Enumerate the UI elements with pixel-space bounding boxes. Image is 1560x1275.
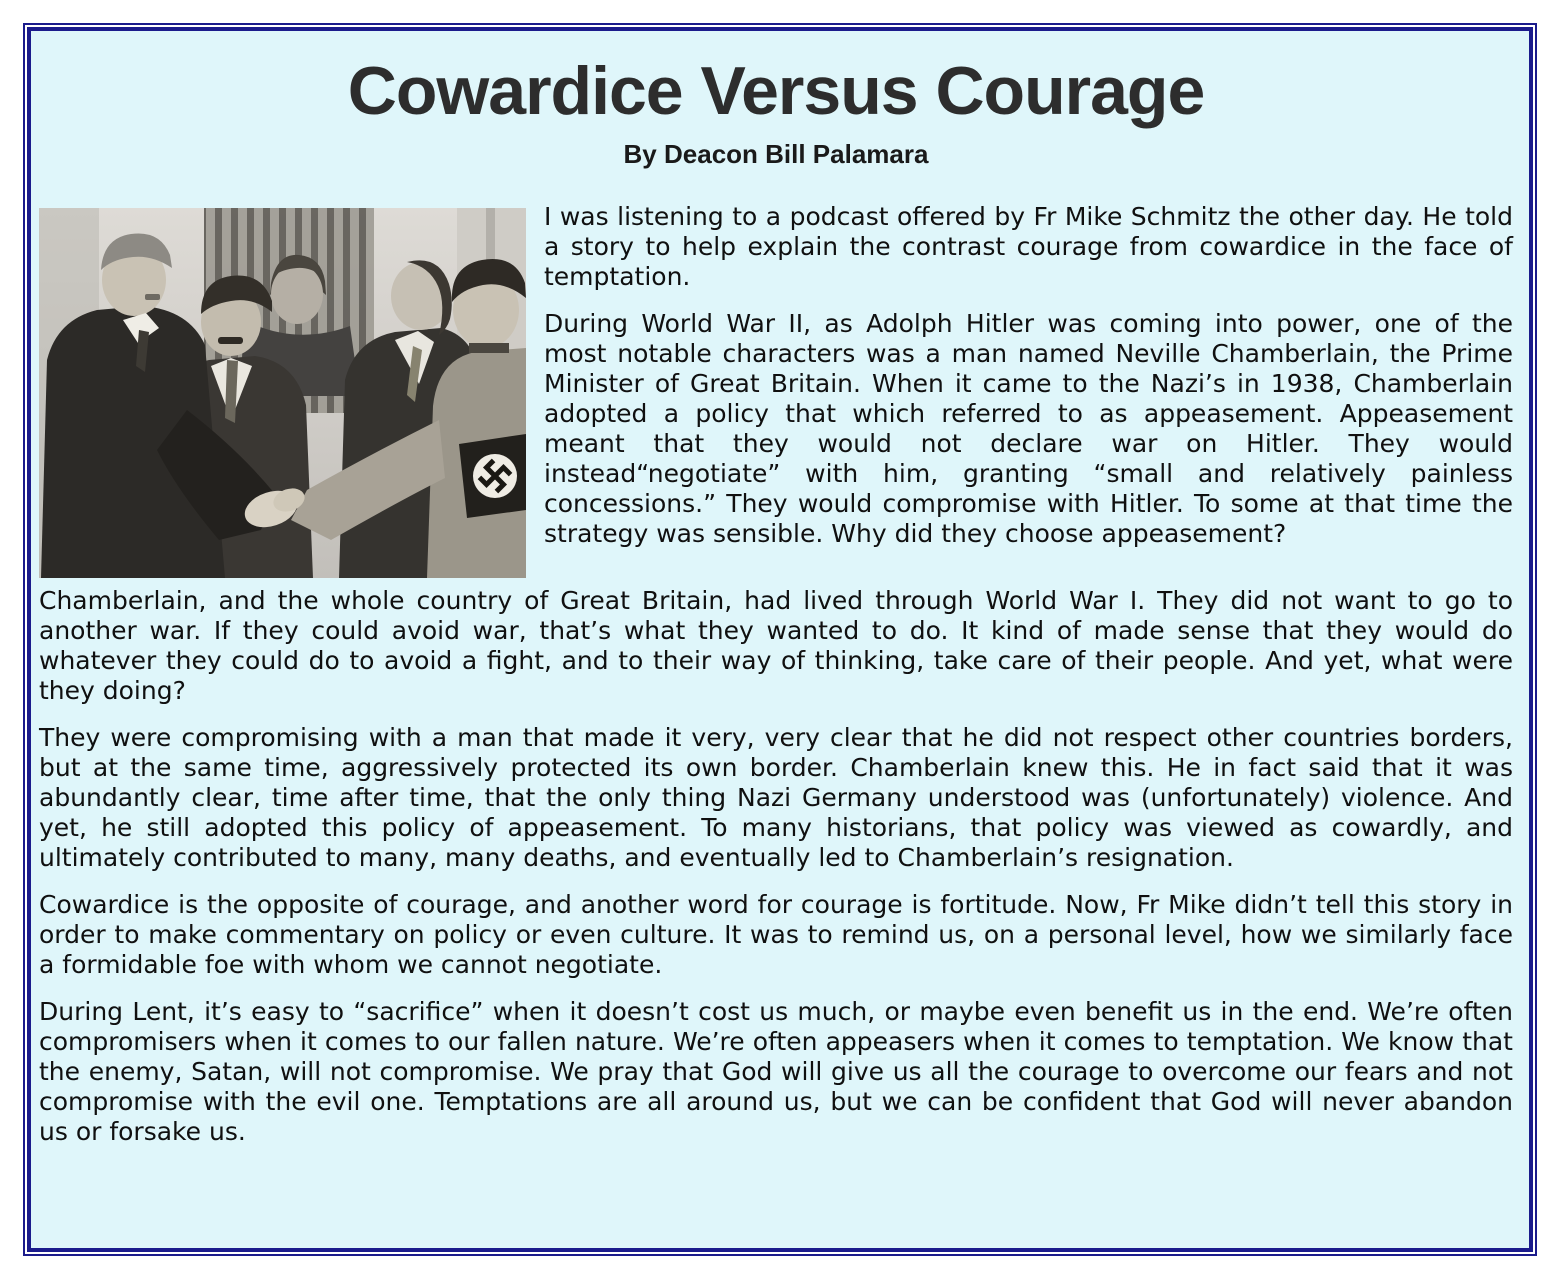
bulletin-page	[27, 27, 1533, 1252]
page-title: Cowardice Versus Courage	[347, 53, 1205, 129]
paragraph: During Lent, it’s easy to “sacrifice” when it doesn’t cost us much, or maybe even benefit us in the end. We’re often compromisers when it comes to our fallen nature. We’re often appeasers when it comes to temptation. We know that the enemy, Satan, will not compromise. We pray that God will give us all the courage to overcome our fears and not compromise with the evil one. Temptations are all around us, but we can be confident that God will never abandon us or forsake us.	[39, 997, 1513, 1147]
paragraph: Chamberlain, and the whole country of Great Britain, had lived through World War I. They did not want to go to another war. If they could avoid war, that’s what they wanted to do. It kind of made sense that they would do whatever they could do to avoid a fight, and to their way of thinking, take care of their people. And yet, what were they doing?	[39, 586, 1513, 706]
page-border-frame	[23, 23, 1537, 1256]
paragraph: They were compromising with a man that made it very, very clear that he did not respect other countries borders, but at the same time, aggressively protected its own border. Chamberlain knew this. He in fact said that it was abundantly clear, time after time, that the only thing Nazi Germany understood was (unfortunately) violence. And yet, he still adopted this policy of appeasement. To many historians, that policy was viewed as cowardly, and ultimately contributed to many, many deaths, and eventually led to Chamberlain’s resignation.	[39, 723, 1513, 873]
chamberlain-hitler-photo	[39, 208, 526, 578]
article-body	[39, 202, 1513, 1147]
paragraph: During World War II, as Adolph Hitler was coming into power, one of the most notable characters was a man named Neville Chamberlain, the Prime Minister of Great Britain. When it came to the Nazi’s in 1938, Chamberlain adopted a policy that which referred to as appeasement. Appeasement meant that they would not declare war on Hitler. They would instead“negotiate” with him, granting “small and relatively painless concessions.” They would compromise with Hitler. To some at that time the strategy was sensible. Why did they choose appeasement?	[544, 309, 1513, 549]
paragraph: I was listening to a podcast offered by Fr Mike Schmitz the other day. He told a story to help explain the contrast courage from cowardice in the face of temptation.	[544, 202, 1513, 292]
byline: By Deacon Bill Palamara	[623, 139, 929, 170]
paragraph: Cowardice is the opposite of courage, and another word for courage is fortitude. Now, Fr Mike didn’t tell this story in order to make commentary on policy or even culture. It was to remind us, on a personal level, how we similarly face a formidable foe with whom we cannot negotiate.	[39, 890, 1513, 980]
